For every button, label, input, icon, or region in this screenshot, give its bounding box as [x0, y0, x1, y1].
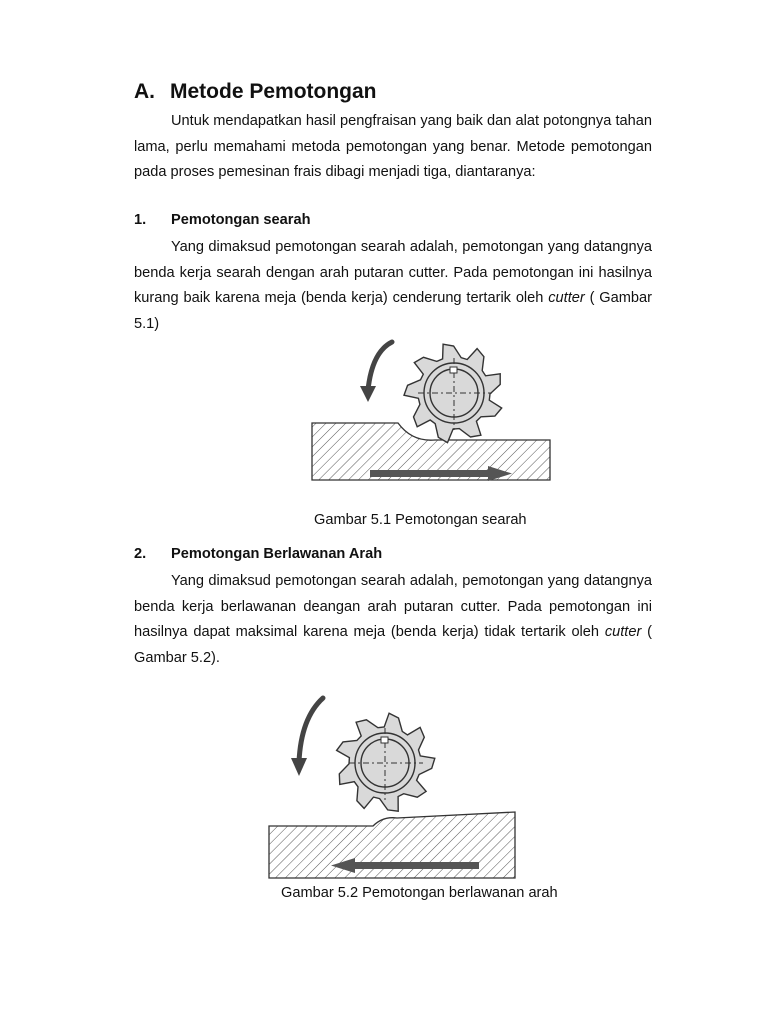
- subsection-1-number: 1.: [134, 212, 147, 228]
- figure-5-2-conventional-milling: [265, 690, 527, 880]
- section-heading: [134, 80, 377, 104]
- subsection-2-italic: cutter: [604, 624, 642, 640]
- subsection-2-ref: ( Gambar 5.2).: [134, 624, 652, 666]
- subsection-1-text: Yang dimaksud pemotongan searah adalah, pemotongan yang datangnya benda kerja searah dengan arah putaran cutter. Pada pemotongan ini hasilnya kurang baik karena meja (benda kerja) cenderung tertarik oleh: [134, 239, 652, 306]
- subsection-2-title: Pemotongan Berlawanan Arah: [171, 546, 383, 562]
- subsection-1-heading: [134, 212, 311, 228]
- figure-5-2-caption: Gambar 5.2 Pemotongan berlawanan arah: [281, 885, 558, 901]
- subsection-2-paragraph: [134, 569, 652, 671]
- figure-5-1-caption: Gambar 5.1 Pemotongan searah: [314, 512, 527, 528]
- milling-cutter-2: [337, 713, 435, 811]
- rotation-arrow-1: [360, 342, 392, 402]
- subsection-1-italic: cutter: [548, 290, 585, 306]
- intro-paragraph: Untuk mendapatkan hasil pengfraisan yang baik dan alat potongnya tahan lama, perlu memahami metoda pemotongan yang benar. Metode pemotongan pada proses pemesinan frais dibagi menjadi tiga, diantaranya:: [134, 113, 652, 180]
- figure-5-1-climb-milling: [300, 330, 562, 490]
- subsection-1-paragraph: [134, 235, 652, 337]
- section-title: Metode Pemotongan: [170, 80, 377, 103]
- subsection-2-text: Yang dimaksud pemotongan searah adalah, pemotongan yang datangnya benda kerja berlawanan deangan arah putaran cutter. Pada pemotongan ini hasilnya dapat maksimal karena meja (benda kerja) tidak tertarik oleh: [134, 573, 652, 640]
- milling-cutter-1: [404, 344, 502, 442]
- subsection-1-ref: ( Gambar 5.1): [134, 290, 652, 332]
- rotation-arrow-2: [291, 698, 323, 776]
- section-number: A.: [134, 80, 155, 103]
- subsection-2-number: 2.: [134, 546, 147, 562]
- subsection-1-title: Pemotongan searah: [171, 212, 311, 228]
- subsection-2-heading: [134, 546, 382, 562]
